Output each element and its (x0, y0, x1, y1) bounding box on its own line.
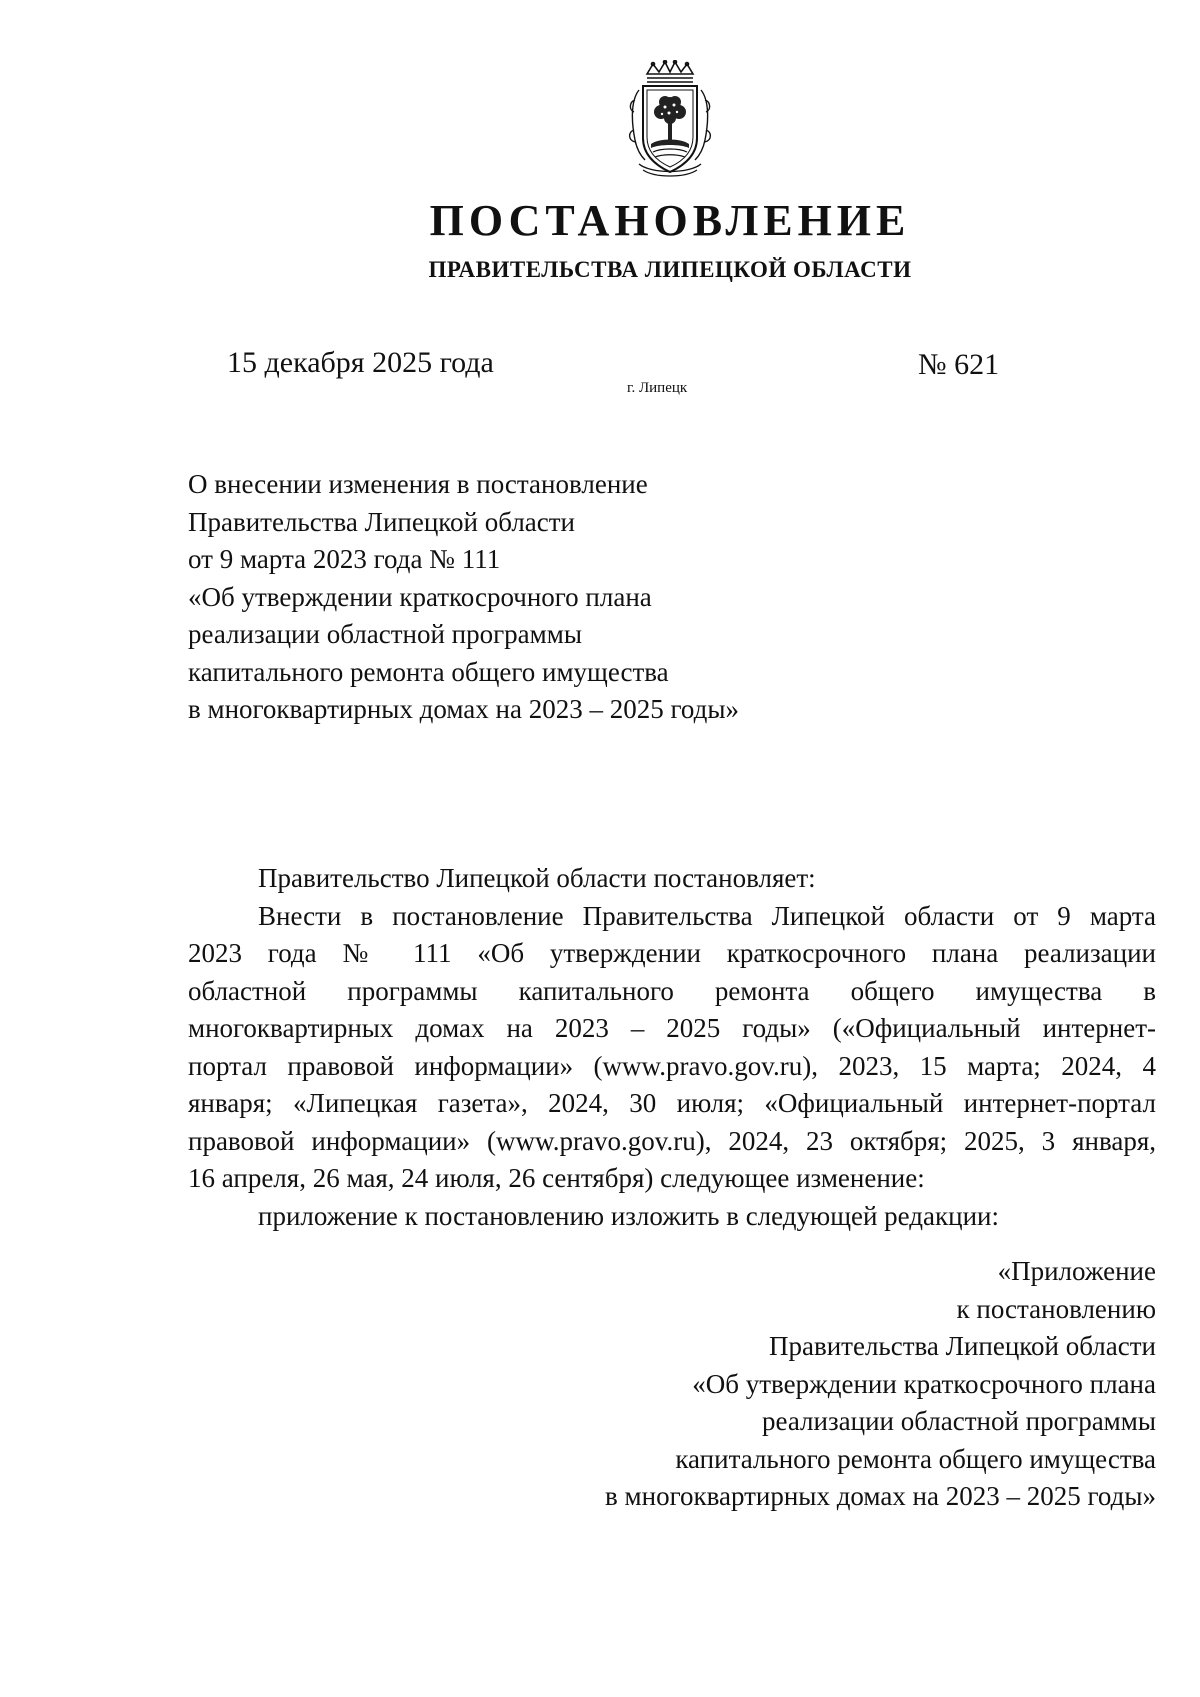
appendix-line: «Приложение (997, 1256, 1156, 1286)
subject-line: капитального ремонта общего имущества (188, 656, 669, 687)
subject-line: Правительства Липецкой области (188, 506, 576, 537)
document-subject (188, 466, 739, 729)
subject-line: «Об утверждении краткосрочного плана (188, 581, 652, 612)
subject-line: от 9 марта 2023 года № 111 (188, 544, 501, 574)
body-line: 2023 года № 111 «Об утверждении краткосрочного плана реализации (188, 938, 1156, 968)
appendix-line: капитального ремонта общего имущества (675, 1443, 1156, 1474)
body-line: января; «Липецкая газета», 2024, 30 июля; «Официальный интернет-портал (188, 1088, 1156, 1118)
body-line: 16 апреля, 26 мая, 24 июля, 26 сентября) следующее изменение: (188, 1163, 925, 1193)
subject-line: реализации областной программы (188, 619, 582, 649)
subject-line: О внесении изменения в постановление (188, 469, 648, 499)
document-title: ПОСТАНОВЛЕНИЕ (429, 196, 911, 245)
appendix-line: в многоквартирных домах на 2023 – 2025 годы» (605, 1481, 1156, 1511)
appendix-line: «Об утверждении краткосрочного плана (692, 1368, 1156, 1399)
body-line: портал правовой информации» (www.pravo.gov.ru), 2023, 15 марта; 2024, 4 (188, 1050, 1156, 1081)
issuing-authority: ПРАВИТЕЛЬСТВА ЛИПЕЦКОЙ ОБЛАСТИ (428, 257, 912, 282)
body-line: многоквартирных домах на 2023 – 2025 годы» («Официальный интернет- (188, 1013, 1156, 1043)
document-number: № 621 (918, 348, 1000, 381)
document-city: г. Липецк (627, 380, 688, 396)
document-body (188, 860, 1156, 1235)
appendix-header (605, 1253, 1156, 1516)
body-line: правовой информации» (www.pravo.gov.ru), 2024, 23 октября; 2025, 3 января, (188, 1125, 1156, 1156)
body-line: Внести в постановление Правительства Липецкой области от 9 марта (258, 900, 1156, 931)
coat-of-arms-icon (625, 60, 715, 180)
body-line: областной программы капитального ремонта общего имущества в (188, 975, 1156, 1006)
appendix-line: к постановлению (956, 1293, 1156, 1324)
appendix-line: Правительства Липецкой области (768, 1331, 1156, 1361)
body-line: Правительство Липецкой области постановляет: (258, 863, 816, 893)
document-date: 15 декабря 2025 года (227, 346, 494, 379)
body-line: приложение к постановлению изложить в следующей редакции: (258, 1200, 999, 1231)
appendix-line: реализации областной программы (762, 1406, 1156, 1436)
subject-line: в многоквартирных домах на 2023 – 2025 годы» (188, 694, 739, 724)
